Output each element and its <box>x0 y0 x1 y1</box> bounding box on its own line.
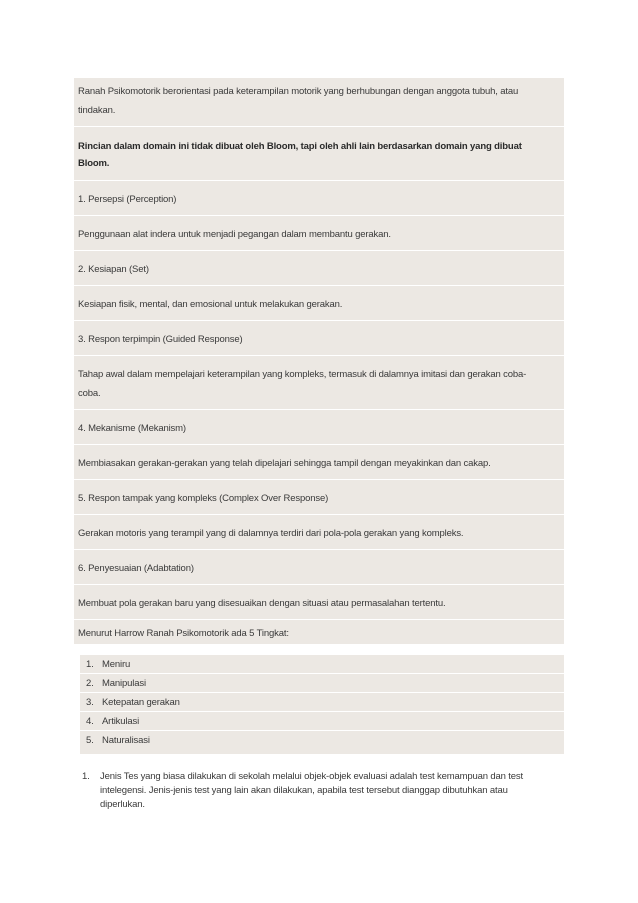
intro-line-2: tindakan. <box>78 105 116 116</box>
paragraph-text <box>100 770 566 812</box>
divider <box>74 479 564 480</box>
list-number: 1. <box>86 659 94 670</box>
divider <box>74 619 564 620</box>
list-number: 4. <box>86 716 94 727</box>
section-description: Gerakan motoris yang terampil yang di dalamnya terdiri dari pola-pola gerakan yang kompleks. <box>78 528 464 539</box>
section-heading: 1. Persepsi (Perception) <box>78 194 177 205</box>
list-label: Artikulasi <box>102 716 140 727</box>
divider <box>74 355 564 356</box>
section-heading: 2. Kesiapan (Set) <box>78 264 149 275</box>
paragraph-line: intelegensi. Jenis-jenis test yang lain akan dilakukan, apabila test tersebut dianggap dibutuhkan atau <box>100 785 508 796</box>
section-heading: 4. Mekanisme (Mekanism) <box>78 423 186 434</box>
section-description: coba. <box>78 388 101 399</box>
intro-line-1: Ranah Psikomotorik berorientasi pada keterampilan motorik yang berhubungan dengan anggota tubuh, atau <box>78 86 519 97</box>
list-number: 2. <box>86 678 94 689</box>
section-description: Membiasakan gerakan-gerakan yang telah dipelajari sehingga tampil dengan meyakinkan dan cakap. <box>78 458 491 469</box>
divider <box>74 320 564 321</box>
list-label: Meniru <box>102 659 131 670</box>
list-item <box>80 693 564 712</box>
list-label: Ketepatan gerakan <box>102 697 180 708</box>
section-heading: 3. Respon terpimpin (Guided Response) <box>78 334 243 345</box>
section-description: Membuat pola gerakan baru yang disesuaikan dengan situasi atau permasalahan tertentu. <box>78 598 446 609</box>
divider <box>74 409 564 410</box>
paragraph-line: diperlukan. <box>100 799 145 810</box>
divider <box>74 126 564 127</box>
list-label: Manipulasi <box>102 678 146 689</box>
list-number: 1. <box>82 771 90 782</box>
list-item <box>80 712 564 731</box>
list-number: 5. <box>86 735 94 746</box>
list-item <box>80 731 564 749</box>
section-heading: 5. Respon tampak yang kompleks (Complex Over Response) <box>78 493 329 504</box>
list-item <box>80 674 564 693</box>
divider <box>74 215 564 216</box>
divider <box>74 514 564 515</box>
divider <box>74 180 564 181</box>
rincian-line-1: Rincian dalam domain ini tidak dibuat oleh Bloom, tapi oleh ahli lain berdasarkan domain yang dibuat <box>78 141 522 152</box>
list-number: 3. <box>86 697 94 708</box>
divider <box>74 285 564 286</box>
section-heading: 6. Penyesuaian (Adabtation) <box>78 563 194 574</box>
divider <box>74 444 564 445</box>
list-item <box>80 655 564 674</box>
section-description: Kesiapan fisik, mental, dan emosional untuk melakukan gerakan. <box>78 299 343 310</box>
section-description: Tahap awal dalam mempelajari keterampilan yang kompleks, termasuk di dalamnya imitasi dan gerakan coba- <box>78 369 527 380</box>
divider <box>74 549 564 550</box>
rincian-line-2: Bloom. <box>78 158 110 169</box>
list-label: Naturalisasi <box>102 735 150 746</box>
paragraph-line: Jenis Tes yang biasa dilakukan di sekolah melalui objek-objek evaluasi adalah test kemampuan dan test <box>100 771 523 782</box>
harrow-heading: Menurut Harrow Ranah Psikomotorik ada 5 Tingkat: <box>78 628 289 639</box>
divider <box>74 250 564 251</box>
divider <box>74 584 564 585</box>
levels-list <box>80 655 564 754</box>
section-description: Penggunaan alat indera untuk menjadi pegangan dalam membantu gerakan. <box>78 229 391 240</box>
